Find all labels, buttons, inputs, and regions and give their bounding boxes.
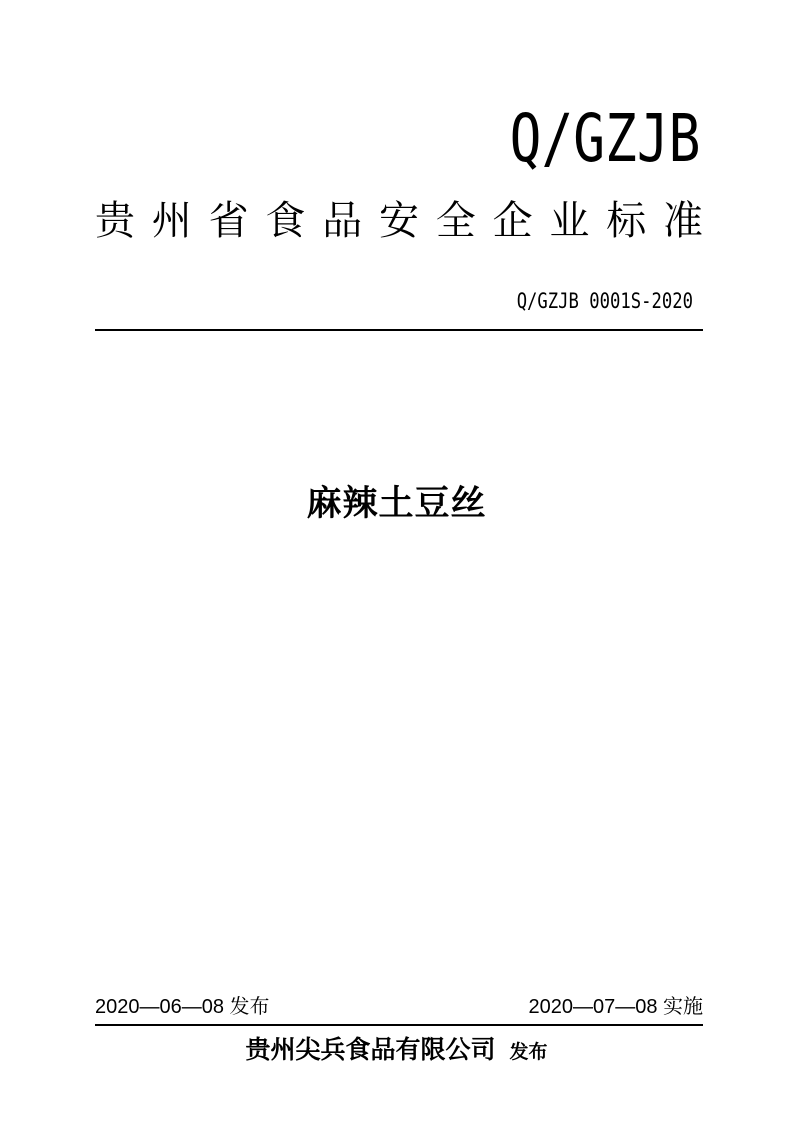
product-title: 麻辣土豆丝 <box>306 484 487 523</box>
standard-number: Q/GZJB 0001S-2020 <box>516 289 693 313</box>
publish-date: 2020—06—08 发布 <box>95 996 270 1018</box>
standard-title: 贵州省食品安全企业标准 <box>95 199 720 243</box>
implement-date: 2020—07—08 实施 <box>528 996 703 1018</box>
publisher-row <box>0 1030 793 1066</box>
footer-rule <box>95 1024 703 1026</box>
publisher-name: 贵州尖兵食品有限公司 <box>245 1036 496 1064</box>
publisher-action: 发布 <box>509 1042 548 1063</box>
dates-row <box>95 995 703 1019</box>
standard-code: Q/GZJB <box>509 100 700 177</box>
header-rule <box>95 329 703 331</box>
